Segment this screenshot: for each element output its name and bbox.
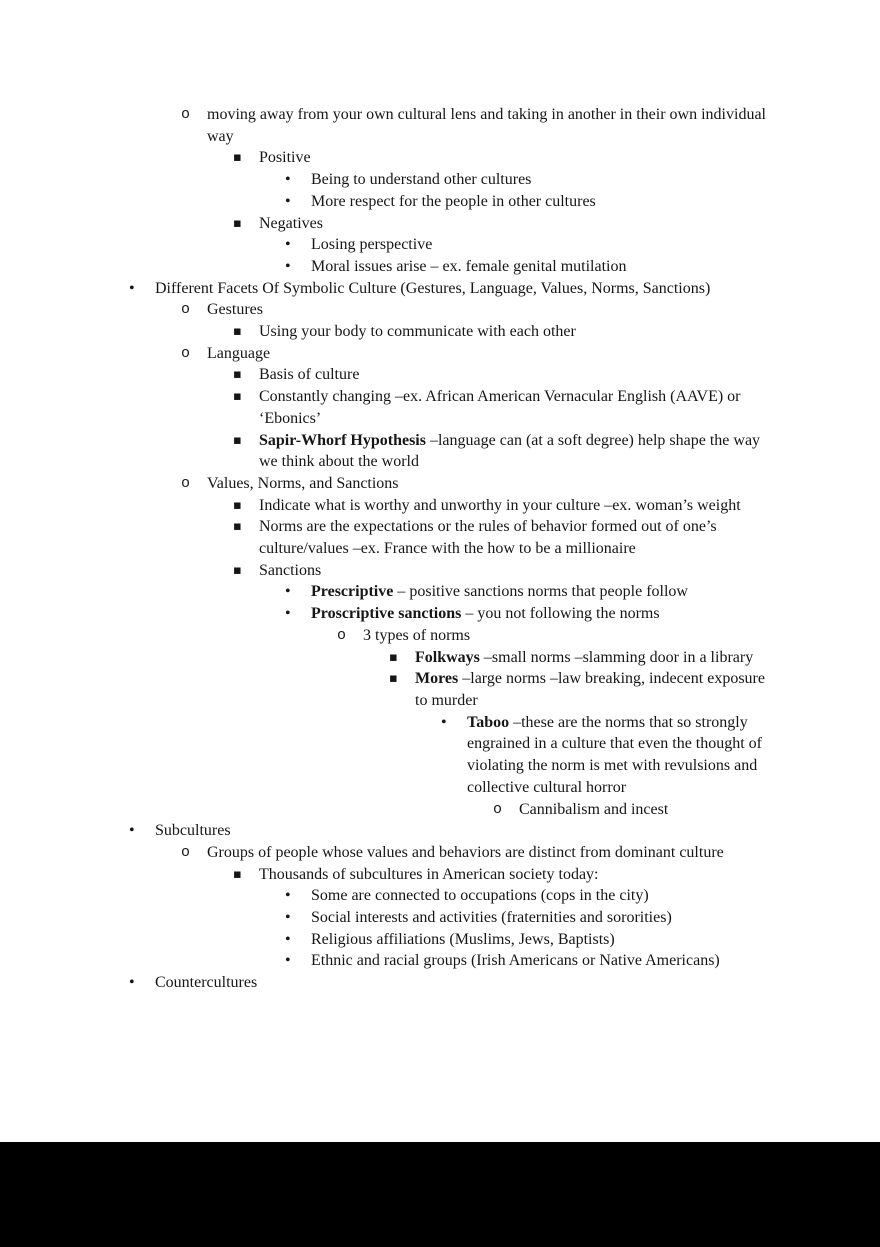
item-text: Cannibalism and incest: [519, 800, 669, 818]
disc-bullet-icon: •: [285, 952, 291, 970]
item-text: Sanctions: [259, 561, 322, 579]
square-bullet-icon: ▪: [233, 324, 242, 340]
item-text: Religious affiliations (Muslims, Jews, Baptists): [311, 930, 615, 948]
disc-bullet-icon: •: [285, 192, 291, 210]
disc-bullet-icon: •: [285, 887, 291, 905]
disc-bullet-icon: •: [129, 279, 135, 297]
item-text: Gestures: [207, 301, 263, 319]
disc-bullet-icon: •: [285, 583, 291, 601]
list-item: [103, 104, 777, 147]
list-item: [103, 603, 777, 625]
item-text: – you not following the norms: [461, 605, 660, 623]
list-item: [103, 213, 777, 235]
item-text: – positive sanctions norms that people follow: [393, 583, 688, 601]
item-text: –large norms –law breaking, indecent exposure to murder: [415, 670, 765, 709]
item-text: moving away from your own cultural lens and taking in another in their own individual way: [207, 106, 766, 145]
list-item: [103, 234, 777, 256]
notes-list: [103, 104, 777, 994]
square-bullet-icon: ▪: [389, 649, 398, 665]
item-text: –these are the norms that so strongly engrained in a culture that even the thought of violating the norm is met with revulsions and collective cultural horror: [467, 713, 763, 796]
disc-bullet-icon: •: [129, 822, 135, 840]
list-item: [103, 516, 777, 559]
disc-bullet-icon: •: [129, 974, 135, 992]
square-bullet-icon: ▪: [233, 866, 242, 882]
disc-bullet-icon: •: [285, 909, 291, 927]
list-item: [103, 950, 777, 972]
disc-bullet-icon: •: [285, 171, 291, 189]
bold-term: Proscriptive sanctions: [311, 605, 462, 623]
list-item: [103, 820, 777, 842]
list-item: [103, 668, 777, 711]
circle-bullet-icon: o: [493, 800, 503, 818]
list-item: [103, 321, 777, 343]
square-bullet-icon: ▪: [233, 432, 242, 448]
item-text: Different Facets Of Symbolic Culture (Gestures, Language, Values, Norms, Sanctions): [155, 279, 711, 297]
square-bullet-icon: ▪: [233, 150, 242, 166]
item-text: Some are connected to occupations (cops in the city): [311, 887, 649, 905]
list-item: [103, 647, 777, 669]
square-bullet-icon: ▪: [233, 562, 242, 578]
disc-bullet-icon: •: [285, 930, 291, 948]
circle-bullet-icon: o: [181, 301, 191, 319]
list-item: [103, 169, 777, 191]
list-item: [103, 842, 777, 864]
list-item: [103, 147, 777, 169]
list-item: [103, 864, 777, 886]
list-item: [103, 278, 777, 300]
item-text: Constantly changing –ex. African American Vernacular English (AAVE) or ‘Ebonics’: [259, 388, 741, 427]
list-item: [103, 299, 777, 321]
item-text: –language can (at a soft degree) help shape the way we think about the world: [259, 431, 761, 471]
list-item: [103, 191, 777, 213]
circle-bullet-icon: o: [181, 344, 191, 362]
list-item: [103, 560, 777, 582]
list-item: [103, 625, 777, 647]
circle-bullet-icon: o: [181, 106, 191, 123]
item-text: Norms are the expectations or the rules of behavior formed out of one’s culture/values –ex. France with the how to be a millionaire: [259, 518, 717, 558]
item-text: 3 types of norms: [363, 626, 471, 644]
bold-term: Mores: [415, 670, 459, 688]
list-item: [103, 386, 777, 429]
square-bullet-icon: ▪: [233, 367, 242, 383]
list-item: [103, 364, 777, 386]
item-text: Negatives: [259, 214, 323, 232]
bold-term: Sapir-Whorf Hypothesis: [259, 431, 426, 449]
item-text: Basis of culture: [259, 366, 360, 384]
bold-term: Taboo: [467, 713, 510, 731]
list-item: [103, 972, 777, 994]
disc-bullet-icon: •: [285, 605, 291, 623]
list-item: [103, 929, 777, 951]
circle-bullet-icon: o: [181, 843, 191, 861]
circle-bullet-icon: o: [337, 626, 347, 644]
list-item: [103, 907, 777, 929]
bold-term: Folkways: [415, 648, 480, 666]
list-item: [103, 430, 777, 473]
square-bullet-icon: ▪: [389, 671, 398, 687]
item-text: Losing perspective: [311, 236, 433, 254]
square-bullet-icon: ▪: [233, 215, 242, 231]
item-text: Countercultures: [155, 974, 258, 992]
item-text: Values, Norms, and Sanctions: [207, 474, 399, 492]
item-text: Moral issues arise – ex. female genital mutilation: [311, 257, 627, 275]
list-item: [103, 495, 777, 517]
item-text: Being to understand other cultures: [311, 171, 532, 189]
item-text: Thousands of subcultures in American society today:: [259, 865, 599, 883]
disc-bullet-icon: •: [285, 236, 291, 254]
list-item: [103, 885, 777, 907]
item-text: Ethnic and racial groups (Irish Americans or Native Americans): [311, 952, 720, 970]
square-bullet-icon: ▪: [233, 519, 242, 535]
item-text: –small norms –slamming door in a library: [479, 648, 754, 666]
list-item: [103, 712, 777, 799]
square-bullet-icon: ▪: [233, 389, 242, 405]
item-text: Using your body to communicate with each other: [259, 323, 576, 341]
list-item: [103, 581, 777, 603]
item-text: Social interests and activities (fraternities and sororities): [311, 909, 672, 927]
bold-term: Prescriptive: [311, 583, 394, 601]
list-item: [103, 256, 777, 278]
list-item: [103, 799, 777, 821]
item-text: Indicate what is worthy and unworthy in your culture –ex. woman’s weight: [259, 496, 741, 514]
item-text: More respect for the people in other cultures: [311, 192, 596, 210]
list-item: [103, 343, 777, 365]
disc-bullet-icon: •: [441, 713, 447, 731]
square-bullet-icon: ▪: [233, 497, 242, 513]
list-item: [103, 473, 777, 495]
item-text: Groups of people whose values and behaviors are distinct from dominant culture: [207, 843, 724, 861]
item-text: Positive: [259, 149, 311, 167]
disc-bullet-icon: •: [285, 257, 291, 275]
item-text: Subcultures: [155, 822, 231, 840]
item-text: Language: [207, 344, 271, 362]
circle-bullet-icon: o: [181, 474, 191, 492]
